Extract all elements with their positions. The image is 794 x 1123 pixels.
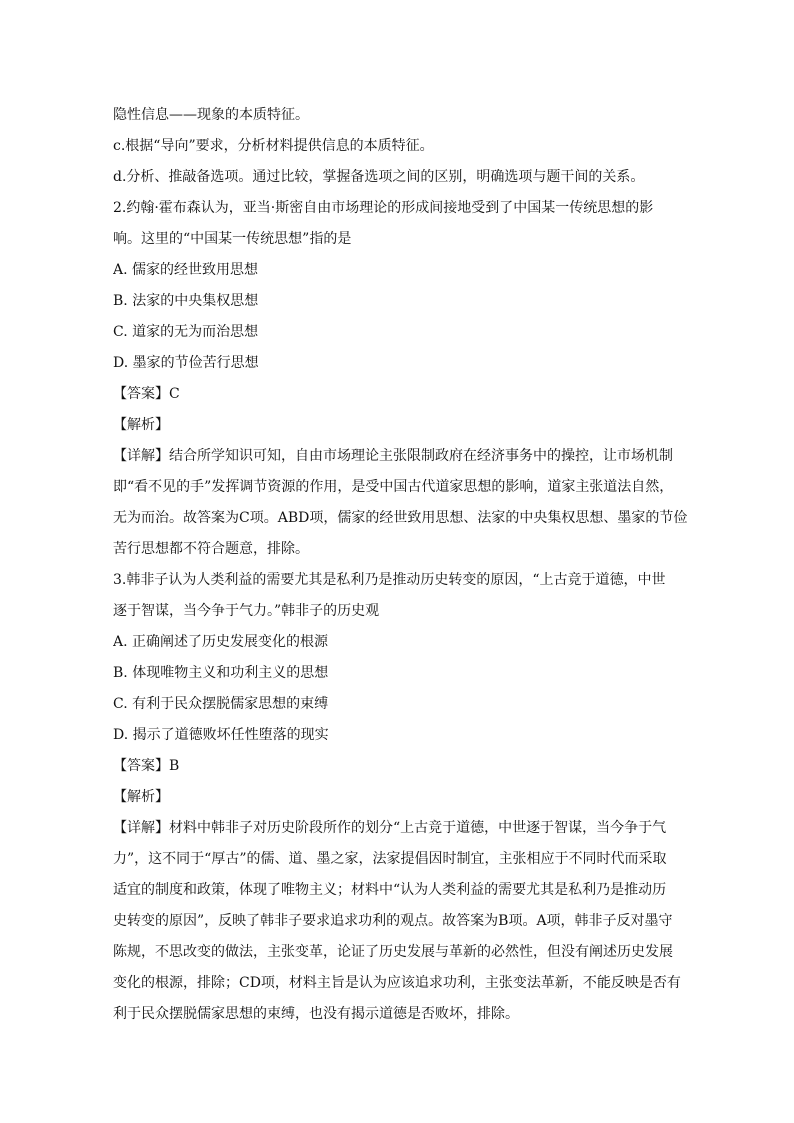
question-3-option-b: B. 体现唯物主义和功利主义的思想 bbox=[113, 665, 329, 681]
question-3-option-c: C. 有利于民众摆脱儒家思想的束缚 bbox=[113, 696, 329, 712]
question-2-stem-line-1: 2.约翰·霍布森认为，亚当·斯密自由市场理论的形成间接地受到了中国某一传统思想的影 bbox=[113, 200, 654, 216]
intro-line-3: d.分析、推敲备选项。通过比较，掌握备选项之间的区别，明确选项与题干间的关系。 bbox=[113, 169, 645, 185]
question-3-detail-line-4: 史转变的原因”，反映了韩非子要求追求功利的观点。故答案为B项。A项，韩非子反对墨守 bbox=[113, 913, 673, 929]
intro-line-2: c.根据“导向”要求，分析材料提供信息的本质特征。 bbox=[113, 138, 434, 154]
question-2-detail-line-4: 苦行思想都不符合题意，排除。 bbox=[113, 541, 309, 557]
question-3-option-a: A. 正确阐述了历史发展变化的根源 bbox=[113, 634, 329, 650]
question-2-option-c: C. 道家的无为而治思想 bbox=[113, 324, 259, 340]
question-2-detail-line-2: 即“看不见的手”发挥调节资源的作用，是受中国古代道家思想的影响，道家主张道法自然， bbox=[113, 479, 674, 495]
question-3 bbox=[113, 565, 693, 1030]
question-2-answer: 【答案】C bbox=[113, 386, 180, 402]
question-3-detail-line-1: 【详解】材料中韩非子对历史阶段所作的划分“上古竞于道德，中世逐于智谋，当今争于气 bbox=[113, 820, 667, 836]
question-3-detail-line-6: 变化的根源，排除；CD项，材料主旨是认为应该追求功利，主张变法革新，不能反映是否有 bbox=[113, 975, 681, 991]
question-2-analysis-label: 【解析】 bbox=[113, 417, 169, 433]
question-3-analysis-label: 【解析】 bbox=[113, 789, 169, 805]
question-2-option-a: A. 儒家的经世致用思想 bbox=[113, 262, 259, 278]
intro-line-1: 隐性信息——现象的本质特征。 bbox=[113, 107, 309, 123]
question-2-detail-line-1: 【详解】结合所学知识可知，自由市场理论主张限制政府在经济事务中的操控，让市场机制 bbox=[113, 448, 673, 464]
question-3-answer: 【答案】B bbox=[113, 758, 180, 774]
question-3-detail-line-5: 陈规，不思改变的做法，主张变革，论证了历史发展与革新的必然性，但没有阐述历史发展 bbox=[113, 944, 673, 960]
question-2-option-d: D. 墨家的节俭苦行思想 bbox=[113, 355, 259, 371]
question-3-detail-line-7: 利于民众摆脱儒家思想的束缚，也没有揭示道德是否败坏，排除。 bbox=[113, 1006, 519, 1022]
question-2-stem-line-2: 响。这里的“中国某一传统思想”指的是 bbox=[113, 231, 352, 247]
question-3-detail-line-3: 适宜的制度和政策，体现了唯物主义；材料中“认为人类利益的需要尤其是私利乃是推动历 bbox=[113, 882, 667, 898]
question-2-detail-line-3: 无为而治。故答案为C项。ABD项，儒家的经世致用思想、法家的中央集权思想、墨家的节俭 bbox=[113, 510, 688, 526]
question-2-option-b: B. 法家的中央集权思想 bbox=[113, 293, 259, 309]
question-3-stem-line-2: 逐于智谋，当今争于气力。”韩非子的历史观 bbox=[113, 603, 380, 619]
question-3-option-d: D. 揭示了道德败坏任性堕落的现实 bbox=[113, 727, 329, 743]
question-2 bbox=[113, 193, 693, 565]
question-3-stem-line-1: 3.韩非子认为人类利益的需要尤其是私利乃是推动历史转变的原因，“上古竞于道德，中世 bbox=[113, 572, 666, 588]
question-3-detail-line-2: 力”，这不同于“厚古”的儒、道、墨之家，法家提倡因时制宜，主张相应于不同时代而采取 bbox=[113, 851, 667, 867]
document-body bbox=[113, 100, 693, 1030]
